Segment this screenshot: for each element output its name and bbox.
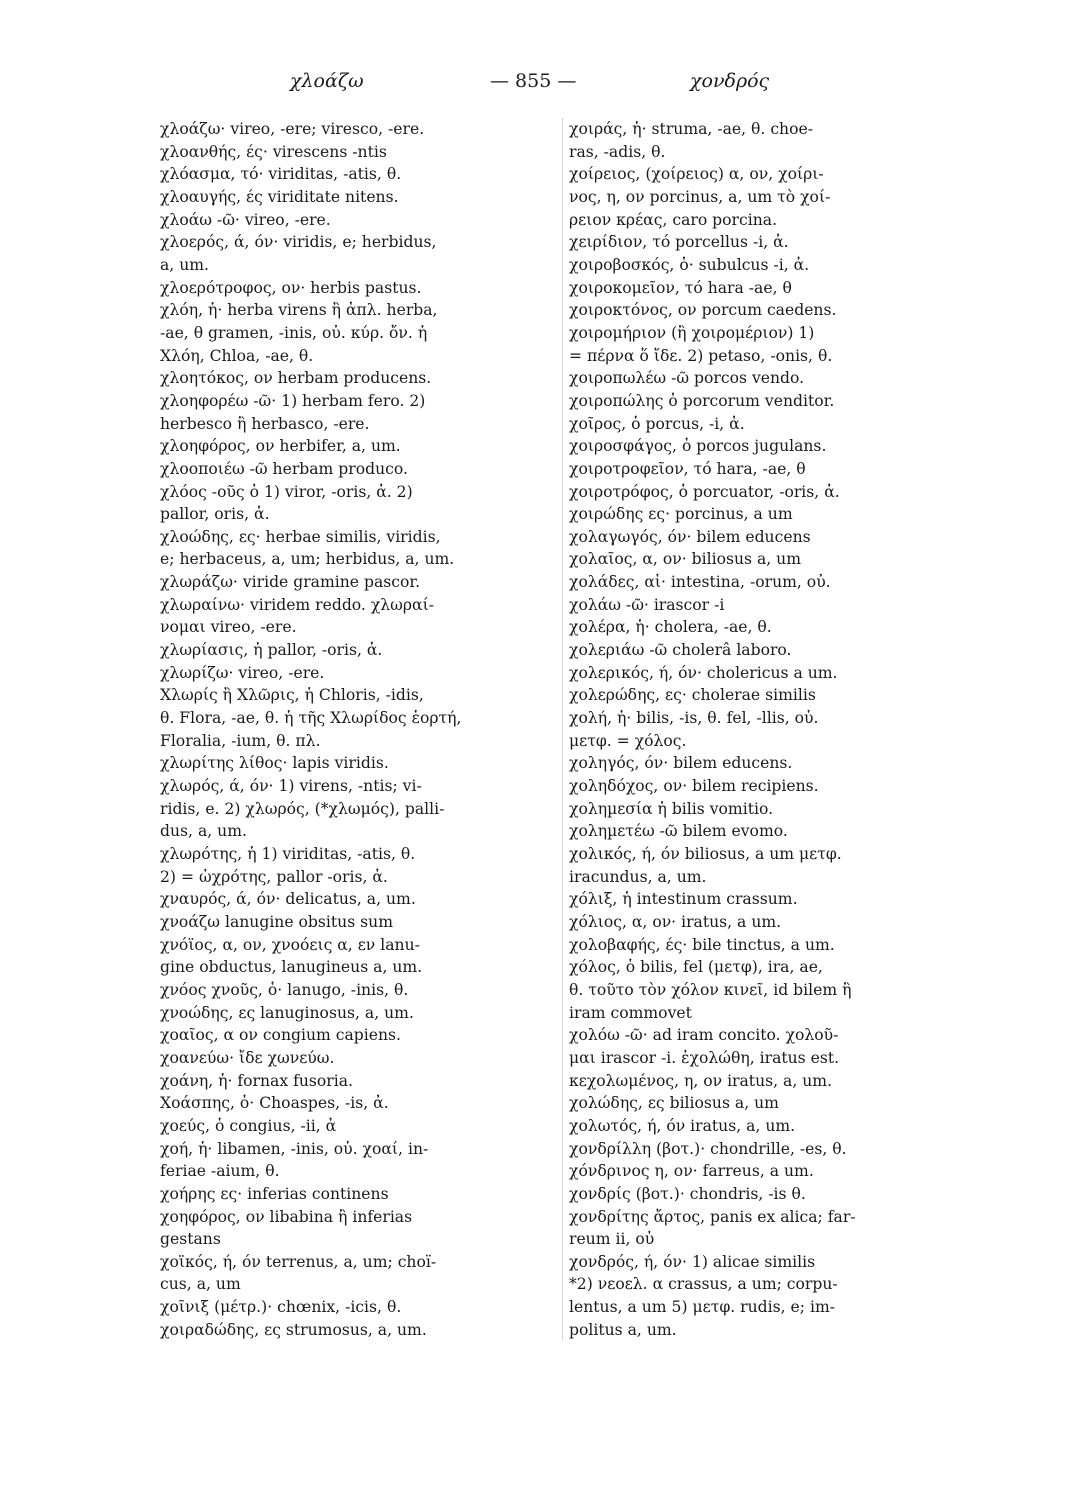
entry-line: χλοανθής, ές· virescens -ntis: [160, 142, 387, 161]
right-column: [562, 118, 955, 1341]
entry-line: μαι irascor -i. ἐχολώθη, iratus est.: [569, 1048, 840, 1067]
entry-line: χολικός, ή, όν biliosus, a um μετφ.: [569, 845, 842, 863]
entry-line: χολεριάω -ῶ cholerâ laboro.: [569, 641, 792, 660]
entry-line: χόλος, ὁ bilis, fel (μετφ), ira, ae,: [569, 958, 823, 977]
entry-line: gestans: [160, 1230, 221, 1249]
entry-line: χοή, ἡ· libamen, -inis, οὐ. χοαί, in-: [160, 1139, 429, 1158]
entry-line: χλωρίασις, ἡ pallor, -oris, ἀ.: [160, 641, 383, 660]
entry-line: χολοβαφής, ές· bile tinctus, a um.: [569, 935, 835, 954]
entry-line: cus, a, um: [160, 1275, 241, 1294]
entry-line: χοιραδώδης, ες strumosus, a, um.: [160, 1320, 427, 1339]
entry-line: -ae, θ gramen, -inis, οὐ. κύρ. ὄν. ἡ: [160, 323, 428, 342]
entry-line: χοεύς, ὁ congius, -ii, ἀ: [160, 1116, 337, 1135]
entry-line: 2) = ὠχρότης, pallor -oris, ἀ.: [160, 867, 388, 886]
entry-line: χολαῖος, α, ον· biliosus a, um: [569, 550, 802, 569]
entry-line: χολώδης, ες biliosus a, um: [569, 1094, 779, 1113]
entry-line: χοιροκτόνος, ον porcum caedens.: [569, 301, 837, 320]
entry-line: χοληµεσία ἡ bilis vomitio.: [569, 799, 774, 818]
entry-line: politus a, um.: [569, 1320, 677, 1339]
entry-line: χλωρίτης λίθος· lapis viridis.: [160, 754, 389, 773]
entry-line: reum ii, οὐ: [569, 1230, 655, 1249]
entry-line: χοϊκός, ή, όν terrenus, a, um; choï-: [160, 1252, 437, 1271]
entry-line: gine obductus, lanugineus a, um.: [160, 958, 423, 977]
entry-line: χλοαυγής, ές viriditate nitens.: [160, 187, 399, 206]
entry-line: χοιρομήριον (ἢ χοιρομέριον) 1): [569, 323, 815, 342]
entry-line: χοιροτρόφος, ὁ porcuator, -oris, ἀ.: [569, 482, 840, 501]
entry-line: Floralia, -ium, θ. πλ.: [160, 731, 321, 750]
entry-line: χλοητόκος, ον herbam producens.: [160, 369, 432, 388]
entry-line: χολέρα, ἡ· cholera, -ae, θ.: [569, 618, 772, 637]
entry-line: Χλόη, Chloa, -ae, θ.: [160, 346, 314, 365]
entry-line: χολόω -ῶ· ad iram concito. χολοῦ-: [569, 1026, 839, 1045]
entry-line: χοιράς, ἡ· struma, -ae, θ. choe-: [569, 120, 813, 138]
entry-line: χνόϊος, α, ον, χνοόεις α, εν lanu-: [160, 935, 420, 954]
entry-line: χοιροτροφεῖον, τό hara, -ae, θ: [569, 459, 806, 478]
entry-line: χνοώδης, ες lanuginosus, a, um.: [160, 1003, 414, 1022]
entry-line: χοήρης ες· inferias continens: [160, 1184, 389, 1203]
entry-line: χοάνη, ἡ· fornax fusoria.: [160, 1071, 353, 1090]
entry-line: *2) νεοελ. α crassus, a um; corpu-: [569, 1275, 838, 1294]
entry-line: χοίρειος, (χοίρειος) α, ον, χοίρι-: [569, 165, 824, 184]
entry-line: χλωραίνω· viridem reddo. χλωραί-: [160, 595, 434, 614]
entry-line: feriae -aium, θ.: [160, 1162, 280, 1181]
entry-line: χλωρός, ά, όν· 1) virens, -ntis; vi-: [160, 777, 422, 796]
entry-line: iracundus, a, um.: [569, 867, 707, 886]
entry-line: χλοερός, ά, όν· viridis, e; herbidus,: [160, 233, 437, 252]
entry-line: χολάδες, αἱ· intestina, -orum, οὐ.: [569, 573, 831, 592]
entry-line: χολερικός, ή, όν· cholericus a um.: [569, 663, 838, 682]
entry-line: χλωρότης, ἡ 1) viriditas, -atis, θ.: [160, 845, 416, 863]
entry-line: χειρίδιον, τό porcellus -i, ἀ.: [569, 233, 789, 252]
page-header: [0, 70, 1073, 110]
right-running-headword: χονδρός: [690, 70, 770, 92]
left-column: [160, 118, 540, 1341]
left-running-headword: χλοάζω: [290, 70, 364, 92]
entry-line: Χλωρίς ἢ Χλῶρις, ἡ Chloris, -idis,: [160, 686, 424, 705]
entry-line: χλοερότροφος, ον· herbis pastus.: [160, 278, 422, 297]
entry-line: χονδρίλλη (βοτ.)· chondrille, -es, θ.: [569, 1139, 847, 1158]
entry-line: χλοηφορέω -ῶ· 1) herbam fero. 2): [160, 391, 426, 410]
page-number: — 855 —: [490, 70, 577, 92]
entry-line: θ. Flora, -ae, θ. ἡ τῆς Χλωρίδος ἑορτή,: [160, 709, 462, 728]
entry-line: lentus, a um 5) μετφ. rudis, e; im-: [569, 1298, 836, 1317]
entry-line: κεχολωμένος, η, ον iratus, a, um.: [569, 1071, 833, 1090]
entry-line: χλοάζω· vireo, -ere; viresco, -ere.: [160, 120, 425, 138]
entry-line: χνοάζω lanugine obsitus sum: [160, 912, 394, 931]
entry-line: χόλιος, α, ον· iratus, a um.: [569, 912, 782, 931]
entry-line: Χοάσπης, ὁ· Choaspes, -is, ἀ.: [160, 1094, 389, 1113]
entry-line: χοιροπώλης ὁ porcorum venditor.: [569, 391, 835, 410]
entry-line: χονδρίτης ἄρτος, panis ex alica; far-: [569, 1207, 856, 1226]
entry-line: χοληγός, όν· bilem educens.: [569, 754, 793, 773]
entry-line: χλωράζω· viride gramine pascor.: [160, 573, 421, 592]
entry-line: χοιρώδης ες· porcinus, a um: [569, 505, 793, 524]
entry-line: χοῖρος, ὁ porcus, -i, ἀ.: [569, 414, 745, 433]
entry-line: ras, -adis, θ.: [569, 142, 666, 161]
entry-line: χλωρίζω· vireo, -ere.: [160, 663, 325, 682]
entry-line: χλόασμα, τό· viriditas, -atis, θ.: [160, 165, 402, 184]
entry-line: χοληδόχος, ον· bilem recipiens.: [569, 777, 819, 796]
entry-line: νομαι vireo, -ere.: [160, 618, 297, 637]
entry-line: χλόος -οῦς ὁ 1) viror, -oris, ἀ. 2): [160, 482, 413, 501]
entry-line: χλοοποιέω -ῶ herbam produco.: [160, 459, 408, 478]
entry-line: χναυρός, ά, όν· delicatus, a, um.: [160, 890, 416, 909]
entry-line: χοιροκομεῖον, τό hara -ae, θ: [569, 278, 792, 297]
entry-line: χλοηφόρος, ον herbifer, a, um.: [160, 437, 401, 456]
entry-line: χλόη, ἡ· herba virens ἢ ἁπλ. herba,: [160, 301, 438, 320]
entry-line: θ. τοῦτο τὸν χόλον κινεῖ, id bilem ἢ: [569, 980, 852, 999]
entry-line: ρειον κρέας, caro porcina.: [569, 210, 778, 229]
entry-line: χολάω -ῶ· irascor -i: [569, 595, 725, 614]
entry-line: e; herbaceus, a, um; herbidus, a, um.: [160, 550, 455, 569]
entry-line: = πέρνα ὅ ἴδε. 2) petaso, -onis, θ.: [569, 346, 833, 365]
entry-line: χονδρίς (βοτ.)· chondris, -is θ.: [569, 1184, 806, 1203]
entry-line: χοῖνιξ (μέτρ.)· chœnix, -icis, θ.: [160, 1298, 402, 1317]
entry-line: a, um.: [160, 255, 209, 274]
entry-line: χολή, ἡ· bilis, -is, θ. fel, -llis, οὐ.: [569, 709, 819, 728]
entry-line: χοαῖος, α ον congium capiens.: [160, 1026, 401, 1045]
entry-line: χονδρός, ή, όν· 1) alicae similis: [569, 1252, 816, 1271]
entry-line: χνόος χνοῦς, ὁ· lanugo, -inis, θ.: [160, 980, 409, 999]
entry-line: dus, a, um.: [160, 822, 247, 841]
entry-line: χοιροσφάγος, ὁ porcos jugulans.: [569, 437, 827, 456]
entry-line: μετφ. = χόλος.: [569, 731, 687, 750]
entry-line: χολερώδης, ες· cholerae similis: [569, 686, 816, 705]
entry-line: χόνδρινος η, ον· farreus, a um.: [569, 1162, 814, 1181]
entry-line: χλοάω -ῶ· vireo, -ere.: [160, 210, 331, 229]
entry-line: χολωτός, ή, όν iratus, a, um.: [569, 1116, 796, 1135]
entry-line: pallor, oris, ἀ.: [160, 505, 270, 524]
entry-line: ridis, e. 2) χλωρός, (*χλωμός), palli-: [160, 799, 445, 818]
entry-line: χοληµετέω -ῶ bilem evomo.: [569, 822, 788, 841]
entry-line: iram commovet: [569, 1003, 692, 1022]
entry-line: χοανεύω· ἴδε χωνεύω.: [160, 1048, 335, 1067]
entry-line: herbesco ἢ herbasco, -ere.: [160, 414, 370, 433]
entry-line: χοιροβοσκός, ὁ· subulcus -i, ἀ.: [569, 255, 810, 274]
entry-line: χλοώδης, ες· herbae similis, viridis,: [160, 527, 441, 546]
entry-line: χοιροπωλέω -ῶ porcos vendo.: [569, 369, 805, 388]
entry-line: χολαγωγός, όν· bilem educens: [569, 527, 811, 546]
entry-line: νος, η, ον porcinus, a, um τὸ χοί-: [569, 187, 831, 206]
entry-line: χόλιξ, ἡ intestinum crassum.: [569, 890, 798, 909]
entry-line: χοηφόρος, ον libabina ἢ inferias: [160, 1207, 413, 1226]
